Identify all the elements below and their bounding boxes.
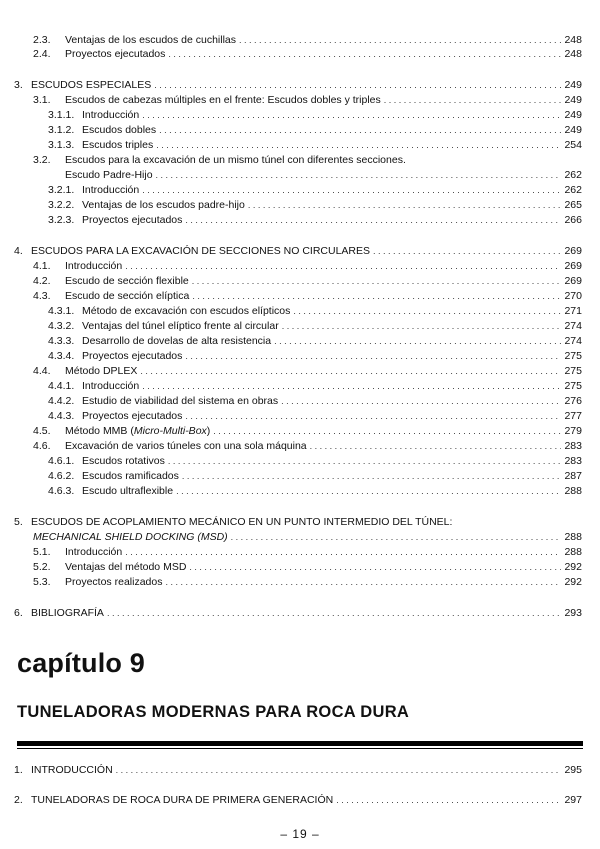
- toc-entry-page: 288: [564, 485, 582, 497]
- toc-entry-title: BIBLIOGRAFÍA: [31, 607, 104, 619]
- toc-entry: [33, 424, 582, 438]
- toc-entry-page: 288: [564, 531, 582, 543]
- divider-thick: [17, 741, 583, 746]
- toc-entry-title: Escudos para la excavación de un mismo túnel con diferentes secciones.: [65, 154, 406, 166]
- toc-entry-number: 4.3.3.: [48, 335, 75, 347]
- toc-entry: [48, 108, 582, 122]
- leader-dots: [154, 78, 561, 92]
- chapter-title: TUNELADORAS MODERNAS PARA ROCA DURA: [17, 703, 410, 721]
- toc-entry-title: Escudos de cabezas múltiples en el frente: Escudos dobles y triples: [65, 94, 381, 106]
- toc-entry: [33, 439, 582, 453]
- toc-entry-page: 276: [564, 395, 582, 407]
- leader-dots: [185, 409, 561, 423]
- toc-entry-title: Proyectos ejecutados: [82, 214, 183, 226]
- leader-dots: [239, 33, 561, 47]
- toc-entry: [48, 484, 582, 498]
- toc-entry-title: Excavación de varios túneles con una sola máquina: [65, 440, 307, 452]
- toc-entry: [14, 244, 582, 258]
- leader-dots: [156, 168, 561, 182]
- toc-entry-page: 269: [564, 245, 582, 257]
- leader-dots: [310, 439, 561, 453]
- toc-entry-title: Desarrollo de dovelas de alta resistencia: [82, 335, 272, 347]
- toc-entry-page: 275: [564, 380, 582, 392]
- toc-entry-number: 4.6.: [33, 440, 51, 452]
- toc-entry-title: Escudo ultraflexible: [82, 485, 174, 497]
- toc-entry-number: 4.4.1.: [48, 380, 75, 392]
- toc-entry: [14, 606, 582, 620]
- toc-entry-number: 4.3.: [33, 290, 51, 302]
- toc-entry: [48, 213, 582, 227]
- leader-dots: [282, 319, 561, 333]
- chapter-toc-entry: [14, 793, 582, 807]
- toc-entry-number: 5.1.: [33, 546, 51, 558]
- toc-entry-number: 3.1.2.: [48, 124, 75, 136]
- leader-dots: [213, 424, 561, 438]
- toc-entry-number: 4.4.: [33, 365, 51, 377]
- toc-entry-title: TUNELADORAS DE ROCA DURA DE PRIMERA GENERACIÓN: [31, 794, 334, 806]
- toc-entry-page: 274: [564, 320, 582, 332]
- toc-entry-page: 271: [564, 305, 582, 317]
- toc-entry-title: Introducción: [65, 546, 123, 558]
- toc-entry-number: 2.3.: [33, 34, 51, 46]
- toc-entry-title: Método DPLEX: [65, 365, 138, 377]
- toc-entry-number: 5.: [14, 516, 23, 528]
- toc-entry-number: 4.6.1.: [48, 455, 75, 467]
- page-number: – 19 –: [280, 827, 320, 841]
- toc-entry-page: 287: [564, 470, 582, 482]
- toc-entry: [14, 78, 582, 92]
- toc-entry-number: 3.1.1.: [48, 109, 75, 121]
- toc-entry-number: 6.: [14, 607, 23, 619]
- toc-entry-title: Introducción: [65, 260, 123, 272]
- toc-entry: [33, 530, 582, 544]
- toc-entry-page: 262: [564, 169, 582, 181]
- toc-entry-title: [65, 424, 210, 438]
- leader-dots: [248, 198, 561, 212]
- toc-entry-page: 248: [564, 34, 582, 46]
- toc-entry-title: Escudos dobles: [82, 124, 157, 136]
- leader-dots: [168, 454, 561, 468]
- toc-entry-number: 4.4.3.: [48, 410, 75, 422]
- toc-entry: [14, 515, 582, 529]
- leader-dots: [159, 123, 561, 137]
- toc-entry-title: INTRODUCCIÓN: [31, 764, 113, 776]
- toc-entry-title: Introducción: [82, 184, 140, 196]
- toc-entry-title: Escudos rotativos: [82, 455, 165, 467]
- toc-entry-number: 1.: [14, 764, 23, 776]
- toc-entry-page: 283: [564, 455, 582, 467]
- toc-entry-title: Proyectos ejecutados: [82, 410, 183, 422]
- toc-entry: [48, 319, 582, 333]
- toc-entry-number: 2.4.: [33, 48, 51, 60]
- toc-entry-page: 254: [564, 139, 582, 151]
- toc-entry: [48, 379, 582, 393]
- toc-entry-number: 4.2.: [33, 275, 51, 287]
- toc-entry-number: 3.1.: [33, 94, 51, 106]
- toc-entry-number: 3.2.3.: [48, 214, 75, 226]
- toc-entry-title: Introducción: [82, 380, 140, 392]
- toc-entry: [48, 304, 582, 318]
- toc-entry-title: Introducción: [82, 109, 140, 121]
- toc-entry-number: 3.2.: [33, 154, 51, 166]
- toc-entry-number: 5.3.: [33, 576, 51, 588]
- toc-entry-number: 4.4.2.: [48, 395, 75, 407]
- toc-entry: [48, 454, 582, 468]
- leader-dots: [156, 138, 561, 152]
- toc-entry: [65, 168, 582, 182]
- toc-entry: [48, 183, 582, 197]
- toc-entry-page: 269: [564, 275, 582, 287]
- toc-entry-title: Proyectos ejecutados: [82, 350, 183, 362]
- toc-entry-title: Escudo de sección elíptica: [65, 290, 190, 302]
- toc-entry-page: 295: [564, 764, 582, 776]
- toc-entry-page: 277: [564, 410, 582, 422]
- toc-entry-title: Escudos triples: [82, 139, 154, 151]
- toc-entry-title: ESCUDOS PARA LA EXCAVACIÓN DE SECCIONES NO CIRCULARES: [31, 245, 370, 257]
- toc-entry-number: 3.1.3.: [48, 139, 75, 151]
- toc-entry-title: Estudio de viabilidad del sistema en obras: [82, 395, 279, 407]
- leader-dots: [281, 394, 561, 408]
- toc-entry: [33, 289, 582, 303]
- toc-entry-title: Proyectos ejecutados: [65, 48, 166, 60]
- toc-entry-title: Proyectos realizados: [65, 576, 163, 588]
- leader-dots: [142, 379, 561, 393]
- toc-entry: [33, 93, 582, 107]
- toc-entry: [48, 394, 582, 408]
- leader-dots: [107, 606, 561, 620]
- leader-dots: [274, 334, 561, 348]
- toc-entry-title-text: Método MMB (: [65, 425, 134, 437]
- toc-entry: [48, 334, 582, 348]
- toc-entry: [48, 409, 582, 423]
- leader-dots: [189, 560, 561, 574]
- leader-dots: [165, 575, 561, 589]
- toc-entry-page: 297: [564, 794, 582, 806]
- toc-entry-page: 262: [564, 184, 582, 196]
- toc-entry-title: Ventajas de los escudos de cuchillas: [65, 34, 237, 46]
- toc-entry-number: 4.3.2.: [48, 320, 75, 332]
- leader-dots: [176, 484, 561, 498]
- toc-entry: [48, 349, 582, 363]
- leader-dots: [336, 793, 561, 807]
- leader-dots: [142, 183, 561, 197]
- toc-entry-page: 269: [564, 260, 582, 272]
- toc-entry: [33, 560, 582, 574]
- toc-entry-title: ESCUDOS ESPECIALES: [31, 79, 152, 91]
- toc-entry-title: MECHANICAL SHIELD DOCKING (MSD): [33, 531, 228, 543]
- toc-entry: [33, 47, 582, 61]
- toc-entry-number: 4.3.4.: [48, 350, 75, 362]
- toc-entry-number: 2.: [14, 794, 23, 806]
- toc-entry: [33, 33, 582, 47]
- leader-dots: [192, 289, 561, 303]
- leader-dots: [125, 545, 561, 559]
- leader-dots: [185, 349, 561, 363]
- toc-entry: [33, 545, 582, 559]
- toc-entry-number: 4.3.1.: [48, 305, 75, 317]
- leader-dots: [384, 93, 561, 107]
- toc-entry-title: Escudos ramificados: [82, 470, 179, 482]
- toc-entry-number: 4.6.3.: [48, 485, 75, 497]
- toc-entry-title: Ventajas de los escudos padre-hijo: [82, 199, 245, 211]
- toc-entry-title: Escudo Padre-Hijo: [65, 169, 153, 181]
- leader-dots: [231, 530, 561, 544]
- toc-entry-title: Ventajas del túnel elíptico frente al circular: [82, 320, 279, 332]
- leader-dots: [116, 763, 561, 777]
- toc-entry: [48, 138, 582, 152]
- toc-entry-title-italic: Micro-Multi-Box: [133, 425, 207, 437]
- leader-dots: [192, 274, 561, 288]
- toc-entry-page: 292: [564, 576, 582, 588]
- toc-entry-title: Ventajas del método MSD: [65, 561, 187, 573]
- leader-dots: [140, 364, 561, 378]
- toc-entry-page: 293: [564, 607, 582, 619]
- toc-entry-number: 4.5.: [33, 425, 51, 437]
- toc-entry-page: 275: [564, 365, 582, 377]
- toc-entry-page: 283: [564, 440, 582, 452]
- toc-entry-title-tail: ): [206, 425, 211, 437]
- toc-entry-page: 249: [564, 109, 582, 121]
- toc-entry: [33, 274, 582, 288]
- toc-entry: [48, 123, 582, 137]
- chapter-toc-entry: [14, 763, 582, 777]
- leader-dots: [185, 213, 561, 227]
- leader-dots: [182, 469, 561, 483]
- toc-entry-title: Escudo de sección flexible: [65, 275, 189, 287]
- chapter-label: capítulo 9: [17, 648, 146, 678]
- toc-entry-number: 3.2.2.: [48, 199, 75, 211]
- toc-entry-page: 248: [564, 48, 582, 60]
- toc-entry-page: 270: [564, 290, 582, 302]
- toc-entry: [33, 575, 582, 589]
- toc-entry-number: 3.2.1.: [48, 184, 75, 196]
- toc-entry-page: 275: [564, 350, 582, 362]
- toc-entry-page: 279: [564, 425, 582, 437]
- toc-entry-number: 5.2.: [33, 561, 51, 573]
- toc-entry-page: 265: [564, 199, 582, 211]
- toc-entry-page: 249: [564, 124, 582, 136]
- toc-entry: [33, 259, 582, 273]
- toc-entry: [33, 364, 582, 378]
- toc-entry: [48, 469, 582, 483]
- toc-entry-page: 288: [564, 546, 582, 558]
- leader-dots: [142, 108, 561, 122]
- toc-entry-page: 266: [564, 214, 582, 226]
- leader-dots: [168, 47, 561, 61]
- toc-entry-page: 249: [564, 94, 582, 106]
- toc-entry-page: 249: [564, 79, 582, 91]
- leader-dots: [293, 304, 561, 318]
- leader-dots: [373, 244, 561, 258]
- toc-entry-title: Método de excavación con escudos elípticos: [82, 305, 291, 317]
- toc-entry-title: ESCUDOS DE ACOPLAMIENTO MECÁNICO EN UN PUNTO INTERMEDIO DEL TÚNEL:: [31, 516, 453, 528]
- toc-entry-page: 292: [564, 561, 582, 573]
- toc-entry-number: 4.1.: [33, 260, 51, 272]
- toc-entry-page: 274: [564, 335, 582, 347]
- toc-entry-number: 4.: [14, 245, 23, 257]
- toc-entry: [33, 153, 582, 167]
- divider-thin: [17, 748, 583, 749]
- toc-entry-number: 3.: [14, 79, 23, 91]
- toc-entry-number: 4.6.2.: [48, 470, 75, 482]
- leader-dots: [125, 259, 561, 273]
- toc-entry: [48, 198, 582, 212]
